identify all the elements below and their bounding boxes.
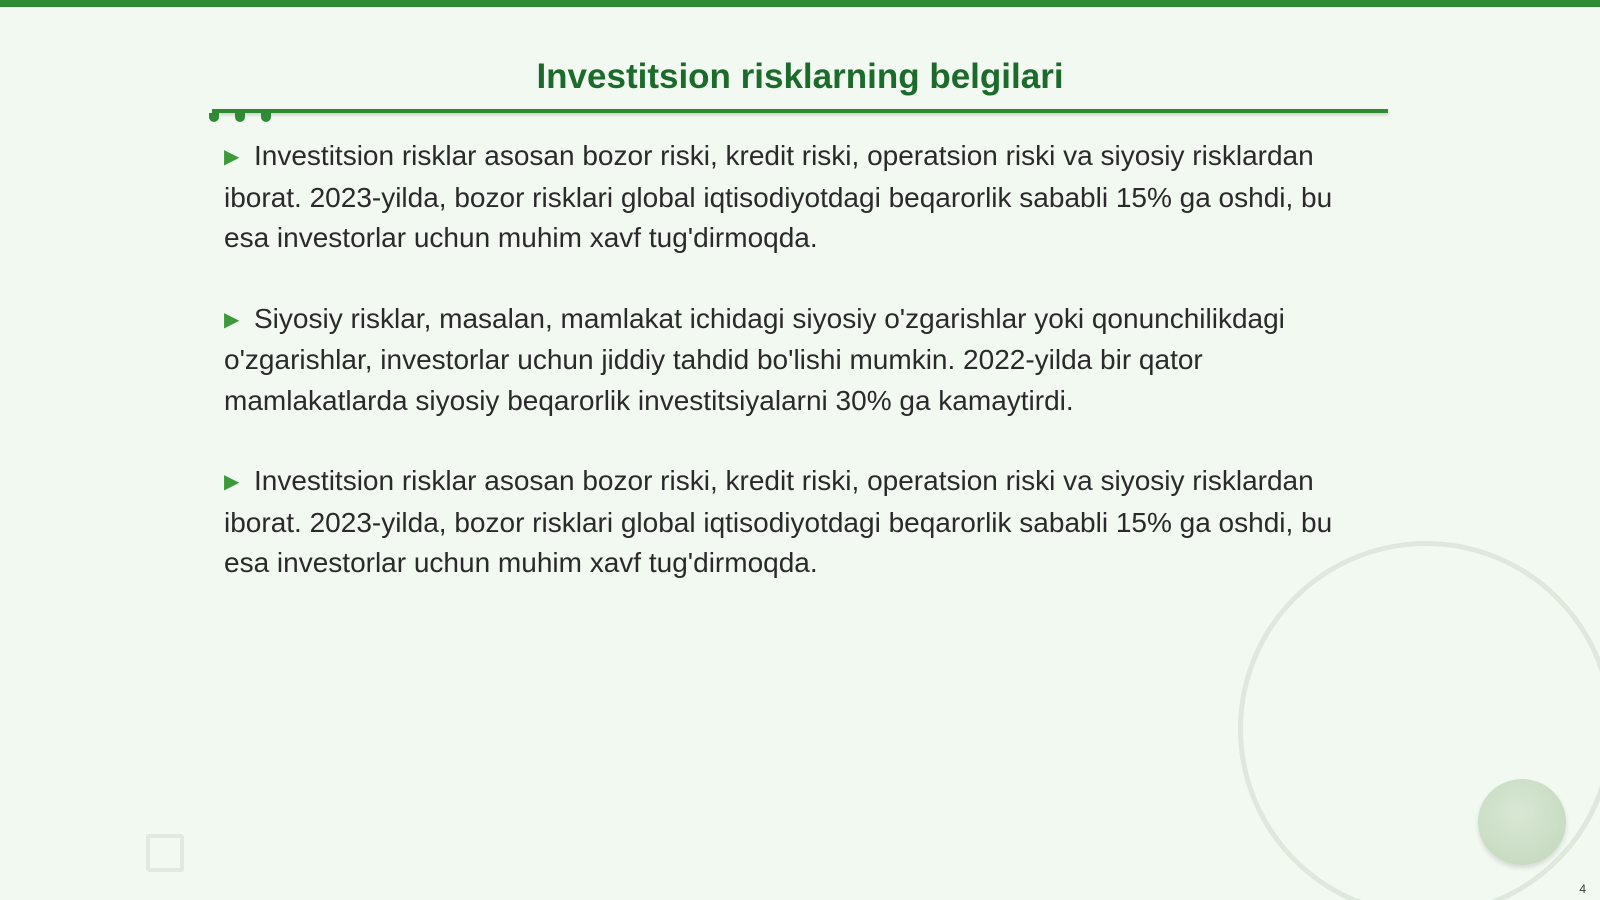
bullet-text: Investitsion risklar asosan bozor riski, kredit riski, operatsion riski va siyosiy risklardan iborat. 2023-yilda, bozor risklari global iqtisodiyotdagi beqarorlik sababli 15% ga oshdi, bu esa investorlar uchun muhim xavf tug'dirmoqda. bbox=[224, 465, 1333, 578]
page-number: 4 bbox=[1579, 882, 1586, 896]
triangle-right-icon: ▶ bbox=[224, 308, 240, 331]
decorative-square bbox=[146, 834, 184, 872]
bullet-list bbox=[224, 136, 1384, 624]
decorative-circle bbox=[1478, 779, 1566, 865]
bullet-item bbox=[224, 461, 1384, 584]
underline-dot bbox=[209, 113, 219, 122]
triangle-right-icon: ▶ bbox=[224, 471, 240, 493]
triangle-right-icon: ▶ bbox=[224, 146, 240, 168]
underline-dot bbox=[261, 113, 271, 122]
bullet-text: Investitsion risklar asosan bozor riski, kredit riski, operatsion riski va siyosiy risklardan iborat. 2023-yilda, bozor risklari global iqtisodiyotdagi beqarorlik sababli 15% ga oshdi, bu esa investorlar uchun muhim xavf tug'dirmoqda. bbox=[224, 140, 1333, 253]
bullet-text: Siyosiy risklar, masalan, mamlakat ichidagi siyosiy o'zgarishlar yoki qonunchilikdagi o'zgarishlar, investorlar uchun jiddiy tahdid bo'lishi mumkin. 2022-yilda bir qator mamlakatlarda siyosiy beqarorlik investitsiyalarni 30% ga kamaytirdi. bbox=[224, 302, 1285, 416]
top-accent-bar bbox=[0, 0, 1600, 7]
underline-dot bbox=[235, 113, 245, 122]
bullet-item bbox=[224, 136, 1384, 259]
bullet-item bbox=[224, 299, 1384, 422]
slide-title: Investitsion risklarning belgilari bbox=[536, 57, 1064, 96]
title-underline bbox=[212, 109, 1388, 113]
